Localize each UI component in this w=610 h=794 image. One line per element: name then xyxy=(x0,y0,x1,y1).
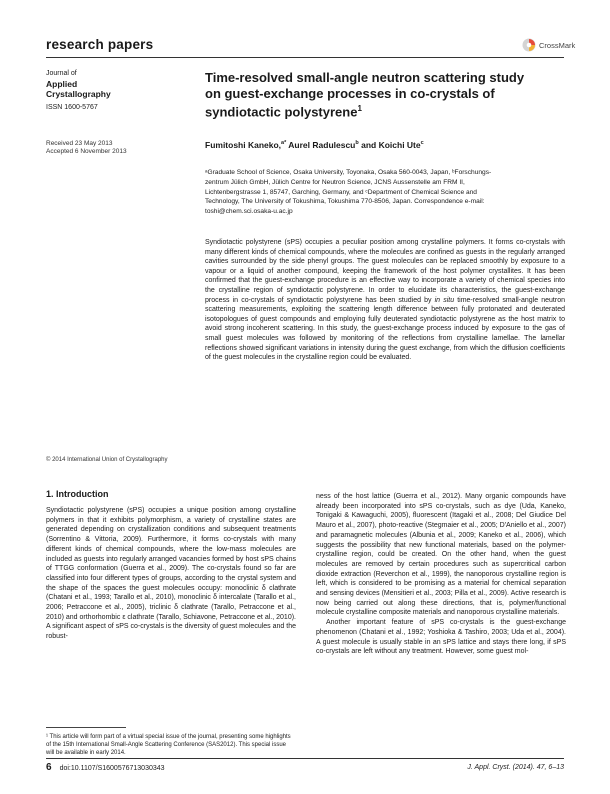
doi-link[interactable]: doi:10.1107/S1600576713030343 xyxy=(59,765,165,772)
author-2: Aurel Radulescu xyxy=(286,140,356,150)
affiliation-line: Technology, The University of Tokushima, Tokushima 770-8506, Japan. Correspondence e-mail: xyxy=(205,198,485,206)
copyright-notice: © 2014 International Union of Crystallography xyxy=(46,457,168,463)
title-line-2: on guest-exchange processes in co-crystals of xyxy=(205,85,495,101)
title-line-3-text: syndiotactic polystyrene xyxy=(205,104,358,120)
crossmark-link[interactable] xyxy=(522,38,575,52)
author-3-sup: c xyxy=(420,140,424,147)
footnote: ¹ This article will form part of a virtual special issue of the journal, presenting some highlights of the 15th International Small-Angle Scattering Conference (SAS2012). This special issue will be available in early 2014. xyxy=(46,734,291,756)
journal-info xyxy=(46,70,196,112)
affiliations xyxy=(205,168,565,217)
crossmark-icon xyxy=(522,38,536,52)
page-number: 6 xyxy=(46,762,52,773)
title-footnote-mark[interactable]: 1 xyxy=(357,104,362,113)
header-rule xyxy=(46,57,564,58)
author-1: Fumitoshi Kaneko, xyxy=(205,140,282,150)
footer-citation: J. Appl. Cryst. (2014). 47, 6–13 xyxy=(467,764,564,771)
author-1-sup: a* xyxy=(281,140,287,147)
section-heading-introduction: 1. Introduction xyxy=(46,489,109,499)
abstract-part-a: Syndiotactic polystyrene (sPS) occupies a peculiar position among crystalline polymers. It forms co-crystals with many different kinds of chemical compounds, where the molecules are confined as guests in the regularly arranged cavities surrounded by the side phenyl groups. The guest molecules can be replaced smoothly by exposure to a vapour or a liquid of another compound, keeping the framework of the host polymer crystallites. It has been confirmed that the guest-exchange procedure is an effective way to incorporate a variety of chemical species into the crystalline region of syndiotactic polystyrene. In order to elucidate its characteristics, the guest-exchange process in co-crystals of syndiotactic polystyrene has been studied by xyxy=(205,239,565,304)
journal-line-2: Applied xyxy=(46,78,78,89)
footer-left xyxy=(46,762,165,773)
intro-paragraph-1: Syndiotactic polystyrene (sPS) occupies a unique position among crystalline polymers in that it exhibits polymorphism, a variety of crystalline states are generated depending on crystallization conditions and subsequent treatments (Sorrentino & Vittoria, 2009). Furthermore, it forms co-crystals with many different kinds of chemical compounds, where the low-mass molecules are included as guests into regularly arranged vacancies formed by host sPS chains of TTGG conformation (Guerra et al., 2009). The co-crystals found so far are classified into four different types of groups, according to the crystal system and the shape of the spaces the guest molecules occupy: monoclinic δ clathrate (Chatani et al., 1993; Tarallo et al., 2010), monoclinic δ intercalate (Tarallo et al., 2006; Petraccone et al., 2005), triclinic δ clathrate (Tarallo, Petraccone et al., 2010) and orthorhombic ε clathrate (Tarallo, Schiavone, Petraccone et al., 2010). A significant aspect of sPS co-crystals is the diversity of guest molecules and the robust- xyxy=(46,507,296,641)
affiliation-line: zentrum Jülich GmbH, Jülich Centre for Neutron Science, JCNS Aussenstelle am FRM II, xyxy=(205,178,465,186)
body-column-left xyxy=(46,506,296,642)
accepted-date: Accepted 6 November 2013 xyxy=(46,148,127,155)
journal-issn: ISSN 1600-5767 xyxy=(46,103,98,111)
abstract xyxy=(205,238,565,363)
journal-line-1: Journal of xyxy=(46,70,77,77)
title-line-1: Time-resolved small-angle neutron scattering study xyxy=(205,70,525,85)
journal-line-3: Crystallography xyxy=(46,88,111,99)
title-line-3 xyxy=(205,101,565,120)
footer-rule xyxy=(46,758,564,759)
body-column-right xyxy=(316,492,566,657)
author-list xyxy=(205,140,424,150)
correspondence-email[interactable]: toshi@chem.sci.osaka-u.ac.jp xyxy=(205,208,293,216)
article-dates xyxy=(46,140,127,156)
abstract-insitu: in situ xyxy=(434,296,455,304)
article-title xyxy=(205,70,565,120)
affiliation-line: Lichtenbergstrasse 1, 85747, Garching, Germany, and ᶜDepartment of Chemical Science and xyxy=(205,188,477,196)
crossmark-label: CrossMark xyxy=(539,40,576,50)
intro-paragraph-continued: ness of the host lattice (Guerra et al., 2012). Many organic compounds have already been incorporated into sPS co-crystals, such as dye (Uda, Kaneko, Tonigaki & Kawaguchi, 2005), fluorescent (Itagaki et al., 2008; Del Giudice Del Mauro et al., 2007), photo-reactive (Stegmaier et al., 2005; D'Aniello et al., 2007) and paramagnetic molecules (Albunia et al., 2009; Kaneko et al., 2006), which suggests the possibility that new functional materials, based on the polymer-crystalline region, could be created. On the other hand, when the guest molecules are removed by certain procedures such as supercritical carbon dioxide extraction (Reverchon et al., 1999), the nanoporous crystalline region is left, which is considered to be promising as a material for chemical separation and sensing devices (Mensitieri et al., 2003; Pilla et al., 2009). Active research is now being carried out along these directions, that is, polymer/functional molecule crystalline composite materials and nanoporous crystalline materials. xyxy=(316,493,566,617)
abstract-part-b: time-resolved small-angle neutron scattering measurements, exploiting the scattering length difference between fully protonated and deuterated isotopologues of guest compounds and employing fully deuterated syndiotactic polystyrene as the host matrix to avoid strong incoherent scattering. In this study, the guest-exchange process induced by exposure to the gas of small guest molecules was followed by monitoring of the reflections from crystalline lamellae. The lamellar reflections showed significant variations in intensity during the guest exchange, from which the diffusion coefficients of the guest molecules in the crystalline region could be evaluated. xyxy=(205,296,565,362)
affiliation-line: ᵃGraduate School of Science, Osaka University, Toyonaka, Osaka 560-0043, Japan, ᵇForschungs- xyxy=(205,169,492,176)
author-3: and Koichi Ute xyxy=(358,140,421,150)
received-date: Received 23 May 2013 xyxy=(46,140,113,147)
footnote-rule xyxy=(46,727,126,728)
intro-paragraph-2: Another important feature of sPS co-crystals is the guest-exchange phenomenon (Chatani et al., 1992; Yoshioka & Tashiro, 2003; Uda et al., 2004). A guest molecule is usually stable in an sPS lattice and stays there long, if sPS co-crystals are left without any treatment. However, some guest mol- xyxy=(316,619,566,656)
section-label: research papers xyxy=(46,37,154,52)
author-2-sup: b xyxy=(355,140,359,147)
